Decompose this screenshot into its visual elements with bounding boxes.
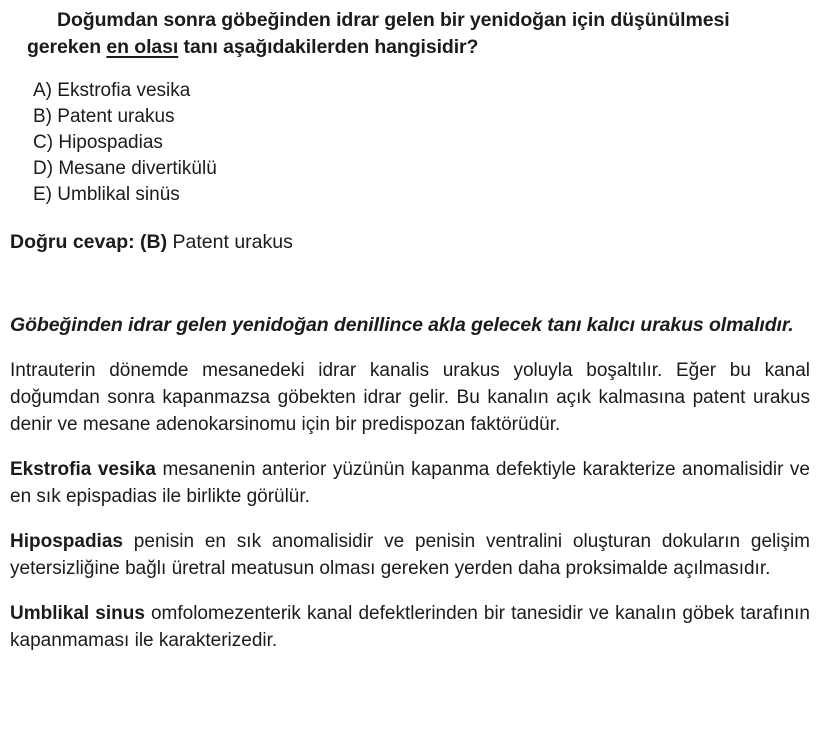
question-text-after: tanı aşağıdakilerden hangisidir? bbox=[178, 36, 479, 58]
option-c bbox=[33, 130, 810, 156]
paragraph-lead: Ekstrofia vesika bbox=[10, 459, 156, 480]
question-text-before: Doğumdan sonra göbeğinden idrar gelen bir yenidoğan için düşünülmesi gereken bbox=[27, 9, 730, 58]
option-b bbox=[33, 104, 810, 130]
commentary-text: Göbeğinden idrar gelen yenidoğan denillince akla gelecek tanı kalıcı urakus olmalıdır. bbox=[10, 314, 794, 336]
option-b-text: Patent urakus bbox=[57, 106, 175, 127]
option-e-label: E) bbox=[33, 184, 52, 205]
paragraph-body: mesanenin anterior yüzünün kapanma defektiyle karakterize anomalisidir ve en sık epispadias ile birlikte görülür. bbox=[10, 459, 810, 507]
option-c-text: Hipospadias bbox=[58, 132, 163, 153]
underlined-phrase: en olası bbox=[106, 36, 179, 58]
option-a bbox=[33, 78, 810, 104]
paragraph-body: penisin en sık anomalisidir ve penisin ventralini oluşturan dokuların gelişim yetersizliğine bağlı üretral meatusun olması gereken yerden daha proksimalde açılmasıdır. bbox=[10, 531, 810, 579]
option-e-text: Umblikal sinüs bbox=[57, 184, 180, 205]
option-d bbox=[33, 156, 810, 182]
option-b-label: B) bbox=[33, 106, 52, 127]
options-list bbox=[33, 78, 810, 208]
question-text bbox=[27, 7, 795, 61]
explanation-paragraph-ekstrofia bbox=[10, 456, 810, 510]
explanation-paragraph-urakus bbox=[10, 357, 810, 438]
option-a-text: Ekstrofia vesika bbox=[57, 80, 191, 101]
option-c-label: C) bbox=[33, 132, 54, 153]
option-e bbox=[33, 182, 810, 208]
paragraph-body: omfolomezenterik kanal defektlerinden bir tanesidir ve kanalın göbek tarafının kapanmaması ile karakterizedir. bbox=[10, 603, 810, 651]
explanation-paragraph-umblikal bbox=[10, 600, 810, 654]
paragraph-lead: Hipospadias bbox=[10, 531, 123, 552]
correct-answer-value: Patent urakus bbox=[172, 231, 293, 253]
option-d-text: Mesane divertikülü bbox=[58, 158, 217, 179]
paragraph-lead: Umblikal sinus bbox=[10, 603, 145, 624]
correct-answer-line bbox=[10, 229, 810, 255]
option-a-label: A) bbox=[33, 80, 52, 101]
correct-answer-label: Doğru cevap: (B) bbox=[10, 231, 168, 253]
paragraph-body: Intrauterin dönemde mesanedeki idrar kanalis urakus yoluyla boşaltılır. Eğer bu kanal doğumdan sonra kapanmazsa göbekten idrar gelir. Bu kanalın açık kalmasına patent urakus denir ve mesane adenokarsinomu için bir predispozan faktörüdür. bbox=[10, 360, 810, 435]
option-d-label: D) bbox=[33, 158, 54, 179]
explanation-paragraph-hipospadias bbox=[10, 528, 810, 582]
